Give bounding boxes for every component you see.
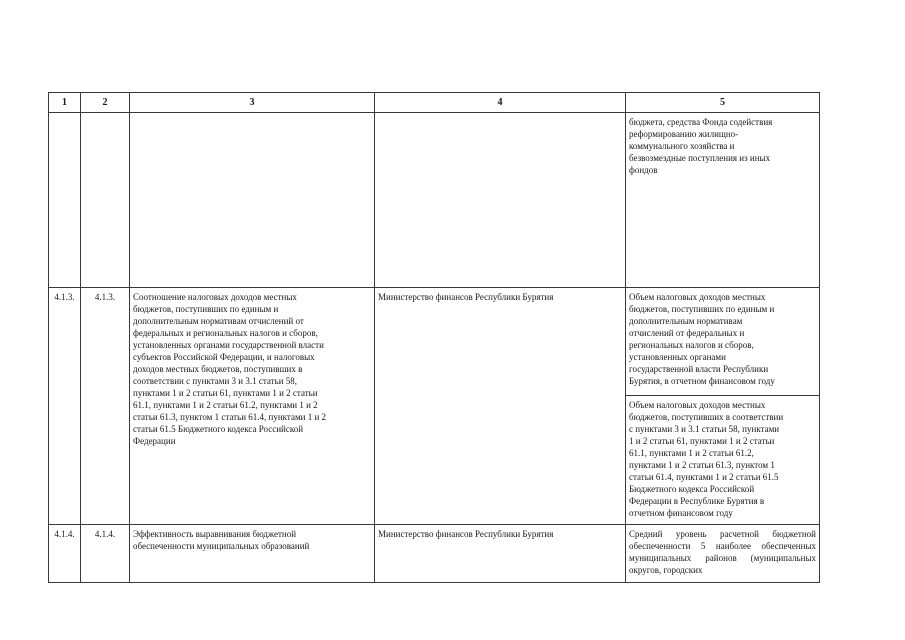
cell-formula-description: Объем налоговых доходов местных бюджетов, поступивших по единым и дополнительным нормативам отчислений от федеральных и региональных налогов и сборов, установленных органами государственной власти Республики Бурятия, в отчетном финансовом году — [626, 288, 820, 396]
cell-indicator — [130, 113, 375, 288]
cell-subindex — [81, 113, 130, 288]
cell-indicator: Эффективность выравнивания бюджетной обеспеченности муниципальных образований — [130, 525, 375, 583]
cell-index — [49, 113, 81, 288]
header-col-3: 3 — [130, 93, 375, 113]
header-col-1: 1 — [49, 93, 81, 113]
cell-responsible: Министерство финансов Республики Бурятия — [375, 525, 626, 583]
header-col-4: 4 — [375, 93, 626, 113]
header-col-5: 5 — [626, 93, 820, 113]
cell-responsible — [375, 113, 626, 288]
table-row — [49, 113, 820, 288]
cell-index: 4.1.3. — [49, 288, 81, 525]
cell-index: 4.1.4. — [49, 525, 81, 583]
cell-subindex: 4.1.4. — [81, 525, 130, 583]
header-row — [49, 93, 820, 113]
table-row — [49, 288, 820, 396]
cell-indicator: Соотношение налоговых доходов местных бюджетов, поступивших по единым и дополнительным нормативам отчислений от федеральных и региональных налогов и сборов, установленных органами государственной власти субъектов Российской Федерации, и налоговых доходов местных бюджетов, поступивших в соответствии с пунктами 3 и 3.1 статьи 58, пунктами 1 и 2 статьи 61, пунктами 1 и 2 статьи 61.1, пунктами 1 и 2 статьи 61.2, пунктами 1 и 2 статьи 61.3, пунктом 1 статьи 61.4, пунктами 1 и 2 статьи 61.5 Бюджетного кодекса Российской Федерации — [130, 288, 375, 525]
header-col-2: 2 — [81, 93, 130, 113]
cell-subindex: 4.1.3. — [81, 288, 130, 525]
table-row — [49, 525, 820, 583]
cell-formula-description: Средний уровень расчетной бюджетной обеспеченности 5 наиболее обеспеченных муниципальных районов (муниципальных округов, городских — [626, 525, 820, 583]
cell-responsible: Министерство финансов Республики Бурятия — [375, 288, 626, 525]
indicator-table — [48, 92, 820, 583]
cell-formula-description: бюджета, средства Фонда содействия реформированию жилищно- коммунального хозяйства и безвозмездные поступления из иных фондов — [626, 113, 820, 288]
cell-formula-description: Объем налоговых доходов местных бюджетов, поступивших в соответствии с пунктами 3 и 3.1 статьи 58, пунктами 1 и 2 статьи 61, пунктами 1 и 2 статьи 61.1, пунктами 1 и 2 статьи 61.2, пунктами 1 и 2 статьи 61.3, пунктом 1 статьи 61.4, пунктами 1 и 2 статьи 61.5 Бюджетного кодекса Российской Федерации в Республике Бурятия в отчетном финансовом году — [626, 396, 820, 525]
